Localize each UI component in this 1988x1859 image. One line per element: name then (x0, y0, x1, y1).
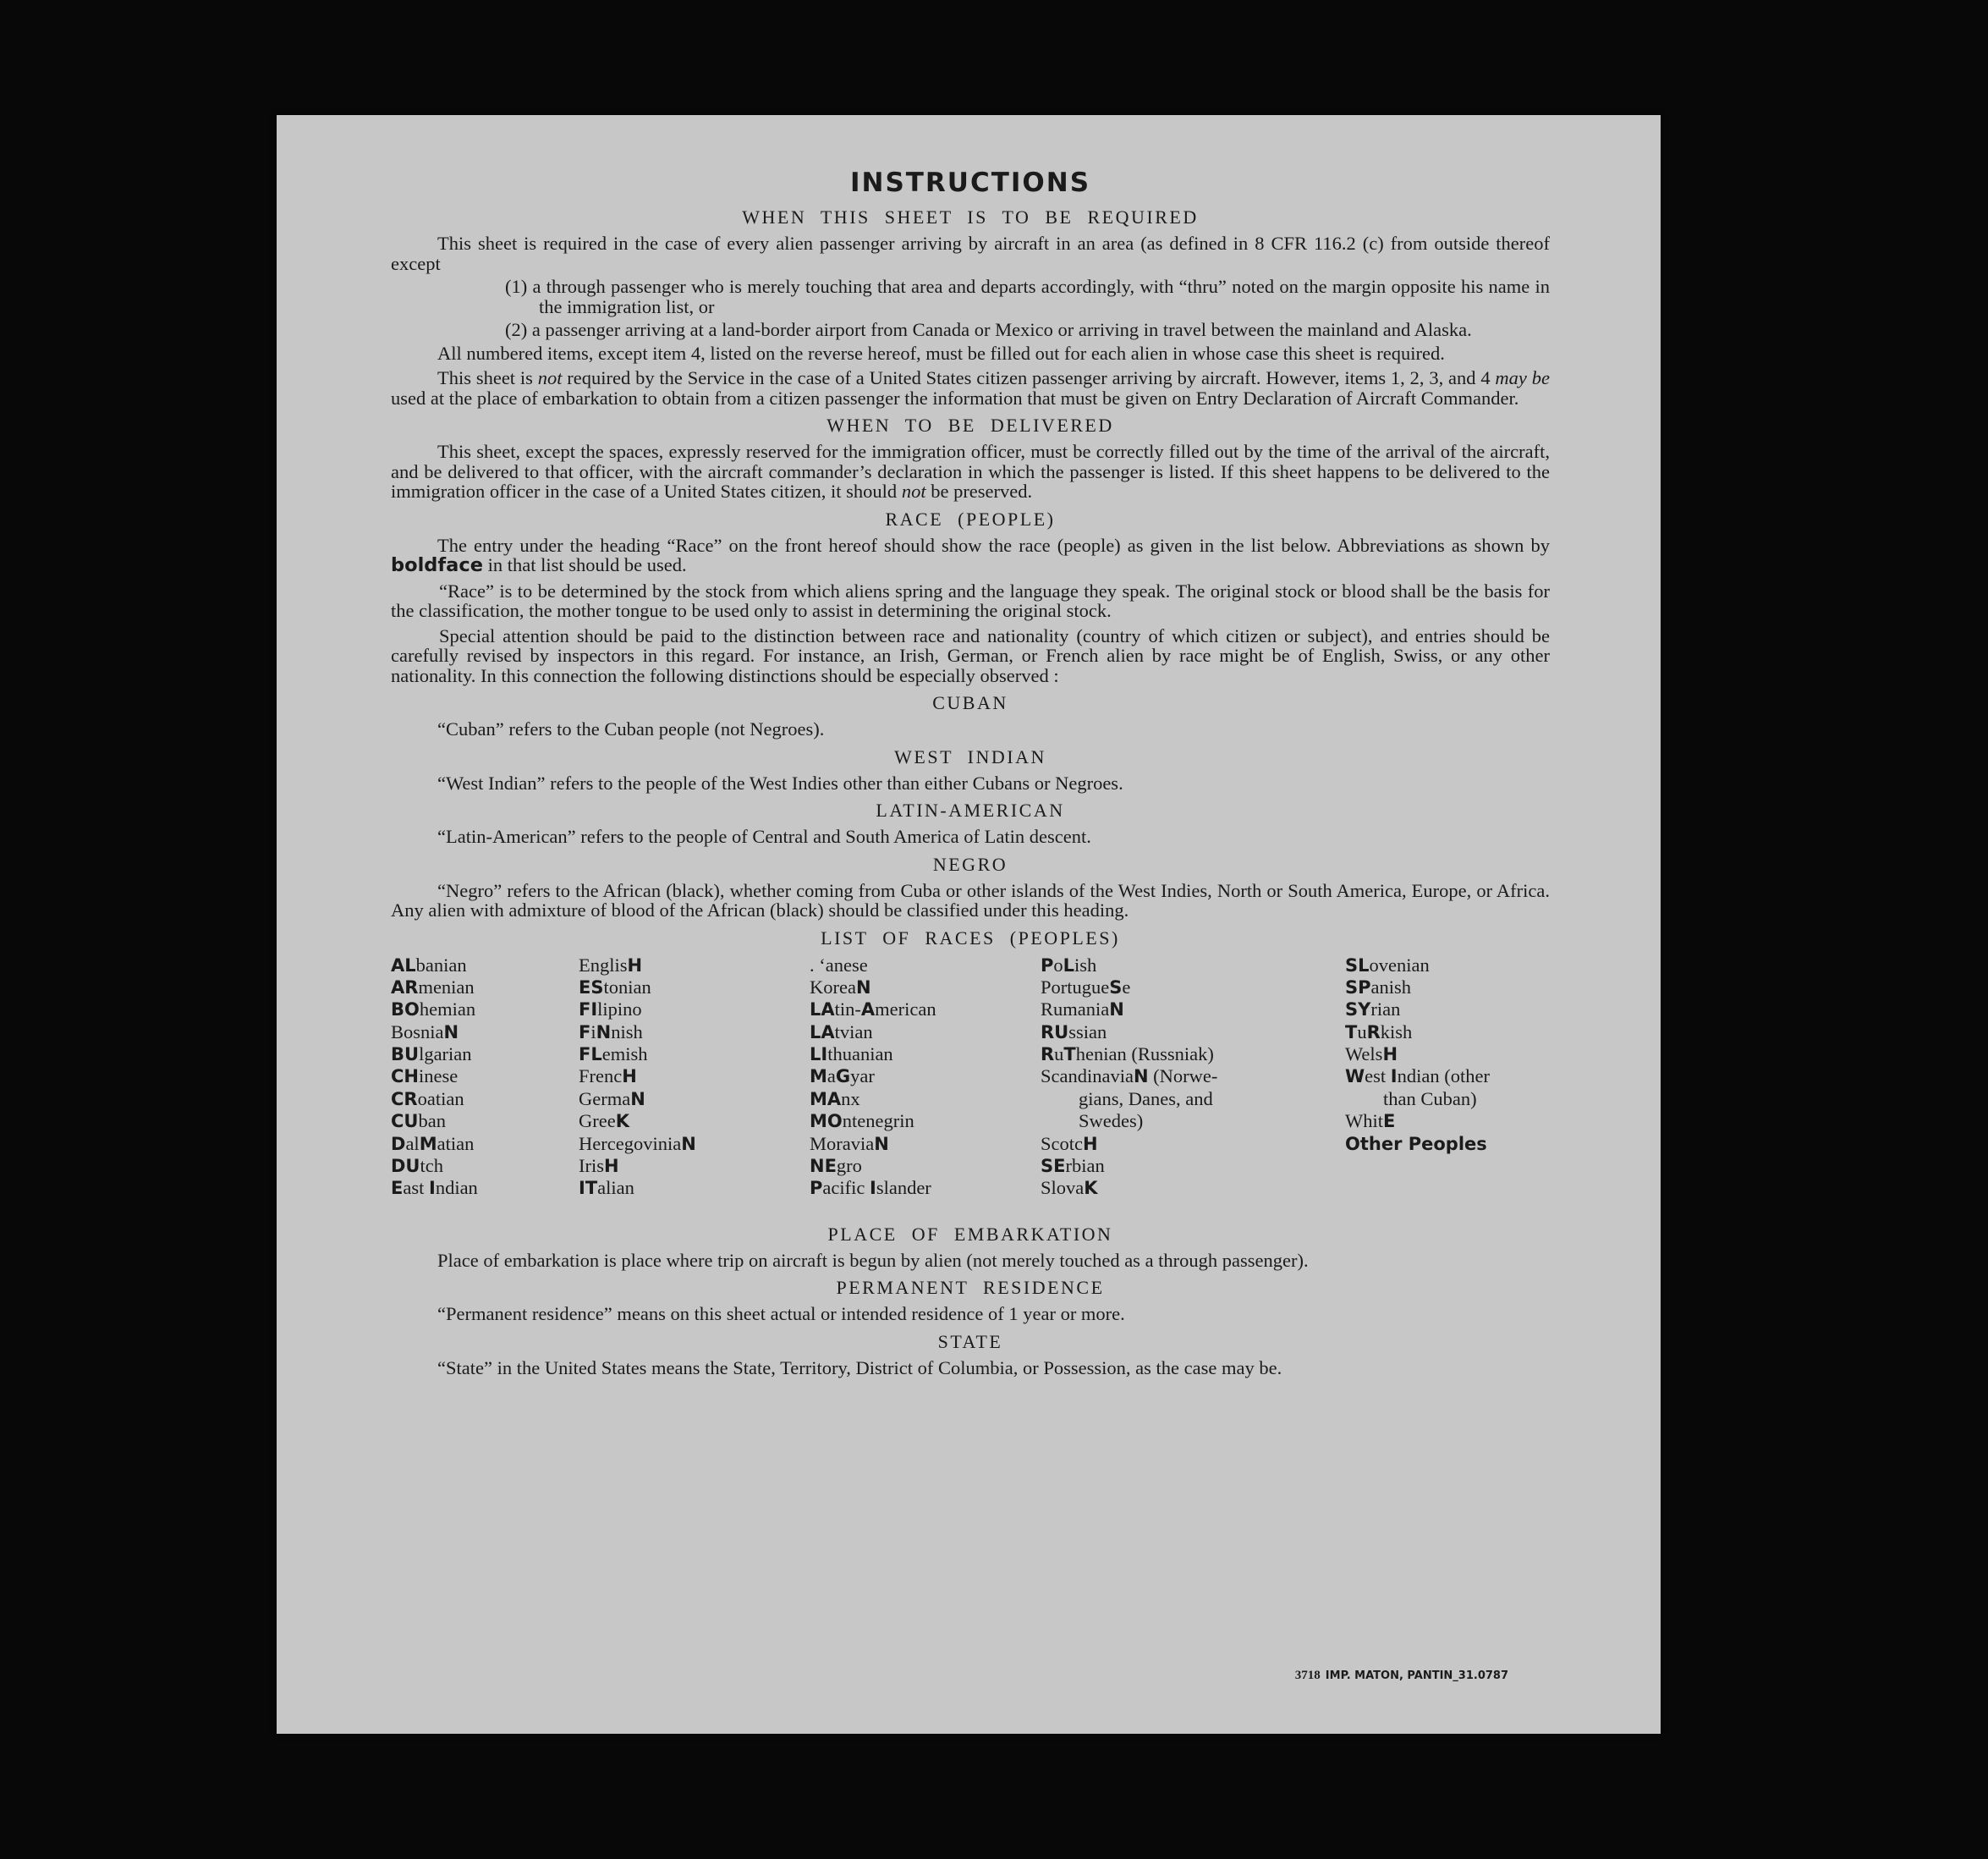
race-entry: than Cuban) (1383, 1087, 1477, 1109)
race-entry: EnglisH (579, 954, 643, 976)
heading-embarkation: PLACE OF EMBARKATION (827, 1223, 1113, 1245)
race-entry: GreeK (579, 1110, 629, 1132)
heading-list-of-races: LIST OF RACES (PEOPLES) (821, 927, 1120, 949)
paragraph: “Latin-American” refers to the people of Central and South America of Latin descent. (437, 826, 1091, 847)
race-entry: ScotcH (1041, 1132, 1098, 1154)
race-column-2 (579, 954, 799, 1200)
race-entry: CUban (391, 1110, 446, 1132)
paragraph: Place of embarkation is place where trip on aircraft is begun by alien (not merely touched as a through passenger). (437, 1249, 1309, 1271)
print-footer (1295, 1669, 1508, 1683)
race-entry: PortugueSe (1041, 976, 1131, 998)
race-column-3 (810, 954, 1030, 1200)
paragraph: “Cuban” refers to the Cuban people (not Negroes). (437, 718, 825, 740)
race-entry: EStonian (579, 976, 651, 998)
heading-race: RACE (PEOPLE) (885, 508, 1056, 530)
race-entry: WhitE (1345, 1110, 1396, 1132)
race-entry: West Indian (other (1345, 1065, 1490, 1087)
race-entry: WelsH (1345, 1043, 1398, 1065)
race-entry: MaGyar (810, 1065, 875, 1087)
heading-permanent-residence: PERMANENT RESIDENCE (836, 1277, 1105, 1298)
printer-imprint: IMP. MATON, PANTIN_31.0787 (1325, 1669, 1508, 1682)
race-entry: KoreaN (810, 976, 871, 998)
race-entry: Swedes) (1079, 1110, 1144, 1132)
list-item: (2) a passenger arriving at a land-border airport from Canada or Mexico or arriving in travel between the mainland and Alaska. (505, 319, 1472, 340)
race-entry: BUlgarian (391, 1043, 472, 1065)
race-entry: MAnx (810, 1087, 860, 1109)
race-entry: HercegoviniaN (579, 1132, 696, 1154)
paragraph: “State” in the United States means the State, Territory, District of Columbia, or Possession, as the case may be. (437, 1356, 1282, 1378)
race-entry: Other Peoples (1345, 1133, 1487, 1154)
race-entry: BOhemian (391, 998, 476, 1020)
heading-latin-american: LATIN-AMERICAN (876, 800, 1065, 821)
race-column-5 (1345, 954, 1550, 1156)
race-entry: SPanish (1345, 976, 1412, 998)
race-entry: Pacific Islander (810, 1177, 931, 1199)
race-entry: ScandinaviaN (Norwe- (1041, 1065, 1218, 1087)
race-entry: LIthuanian (810, 1043, 893, 1065)
heading-cuban: CUBAN (932, 692, 1008, 713)
paragraph: “Race” is to be determined by the stock from which aliens spring and the language they speak. The original stock or blood shall be the basis for the classification, the mother tongue to be used only to assist in determining the original stock. (391, 580, 1550, 621)
race-entry: FIlipino (579, 998, 642, 1020)
race-entry: ARmenian (391, 976, 475, 998)
heading-west-indian: WEST INDIAN (894, 745, 1046, 767)
race-entry: SErbian (1041, 1155, 1105, 1177)
race-entry: FrencH (579, 1065, 637, 1087)
paragraph: All numbered items, except item 4, listed on the reverse hereof, must be filled out for each alien in whose case this sheet is required. (437, 342, 1445, 364)
race-entry: SlovaK (1041, 1177, 1098, 1199)
race-column-4 (1041, 954, 1311, 1200)
paragraph: “West Indian” refers to the people of the West Indies other than either Cubans or Negroes. (437, 772, 1123, 794)
paragraph: “Negro” refers to the African (black), whether coming from Cuba or other islands of the West Indies, North or South America, Europe, or Africa. Any alien with admixture of blood of the African (black) should be classified under this heading. (391, 879, 1550, 921)
race-entry: ITalian (579, 1177, 634, 1199)
race-entry: MOntenegrin (810, 1110, 914, 1132)
race-entry: LAtin-American (810, 998, 936, 1020)
list-item: (1) a through passenger who is merely touching that area and departs accordingly, with “thru” noted on the margin opposite his name in the immigration list, or (505, 276, 1550, 317)
race-entry: SYrian (1345, 998, 1401, 1020)
race-entry: DalMatian (391, 1132, 475, 1154)
race-entry: MoraviaN (810, 1132, 889, 1154)
document-page (277, 115, 1661, 1734)
race-entry: RuThenian (Russniak) (1041, 1043, 1214, 1065)
race-entry: LAtvian (810, 1020, 873, 1042)
race-entry: gians, Danes, and (1079, 1087, 1213, 1109)
paragraph: This sheet, except the spaces, expressly reserved for the immigration officer, must be correctly filled out by the time of the arrival of the aircraft, and be delivered to that officer, with the aircraft commander’s declaration in which the passenger is listed. If this sheet happens to be delivered to the immigration officer in the case of a United States citizen, it should not be preserved. (391, 441, 1550, 502)
race-entry: GermaN (579, 1087, 645, 1109)
race-entry: FLemish (579, 1043, 648, 1065)
race-entry: TuRkish (1345, 1020, 1413, 1042)
race-entry: RUssian (1041, 1020, 1107, 1042)
instructions-content (391, 168, 1550, 1378)
race-entry: DUtch (391, 1155, 443, 1177)
race-entry: SLovenian (1345, 954, 1430, 976)
race-entry: East Indian (391, 1177, 478, 1199)
race-entry: ALbanian (391, 954, 467, 976)
race-entry: PoLish (1041, 954, 1097, 976)
page-title: INSTRUCTIONS (849, 168, 1091, 198)
race-entry: NEgro (810, 1155, 862, 1177)
race-entry: FiNnish (579, 1020, 643, 1042)
race-list (391, 954, 1550, 1217)
paragraph: This sheet is not required by the Service in the case of a United States citizen passenger arriving by aircraft. However, items 1, 2, 3, and 4 may be used at the place of embarkation to obtain from a citizen passenger the information that must be given on Entry Declaration of Aircraft Commander. (391, 367, 1550, 409)
race-entry: . ‘anese (810, 954, 868, 976)
form-number: 3718 (1294, 1669, 1321, 1682)
paragraph: Special attention should be paid to the distinction between race and nationality (country of which citizen or subject), and entries should be carefully revised by inspectors in this regard. For instance, an Irish, German, or French alien by race might be of English, Swiss, or any other nationality. In this connection the following distinctions should be especially observed : (391, 624, 1550, 686)
race-entry: IrisH (579, 1155, 619, 1177)
race-entry: CRoatian (391, 1087, 464, 1109)
heading-state: STATE (937, 1330, 1003, 1352)
paragraph: The entry under the heading “Race” on the front hereof should show the race (people) as given in the list below. Abbreviations as shown by boldface in that list should be used. (391, 534, 1550, 576)
race-entry: RumaniaN (1041, 998, 1124, 1020)
paragraph: “Permanent residence” means on this sheet actual or intended residence of 1 year or more. (437, 1303, 1125, 1324)
heading-when-delivered: WHEN TO BE DELIVERED (827, 415, 1114, 436)
paragraph: This sheet is required in the case of every alien passenger arriving by aircraft in an area (as defined in 8 CFR 116.2 (c) from outside thereof except (391, 233, 1550, 274)
heading-negro: NEGRO (932, 853, 1008, 875)
race-entry: BosniaN (391, 1020, 459, 1042)
heading-when-required: WHEN THIS SHEET IS TO BE REQUIRED (742, 206, 1199, 228)
race-entry: CHinese (391, 1065, 459, 1087)
race-column-1 (391, 954, 577, 1200)
